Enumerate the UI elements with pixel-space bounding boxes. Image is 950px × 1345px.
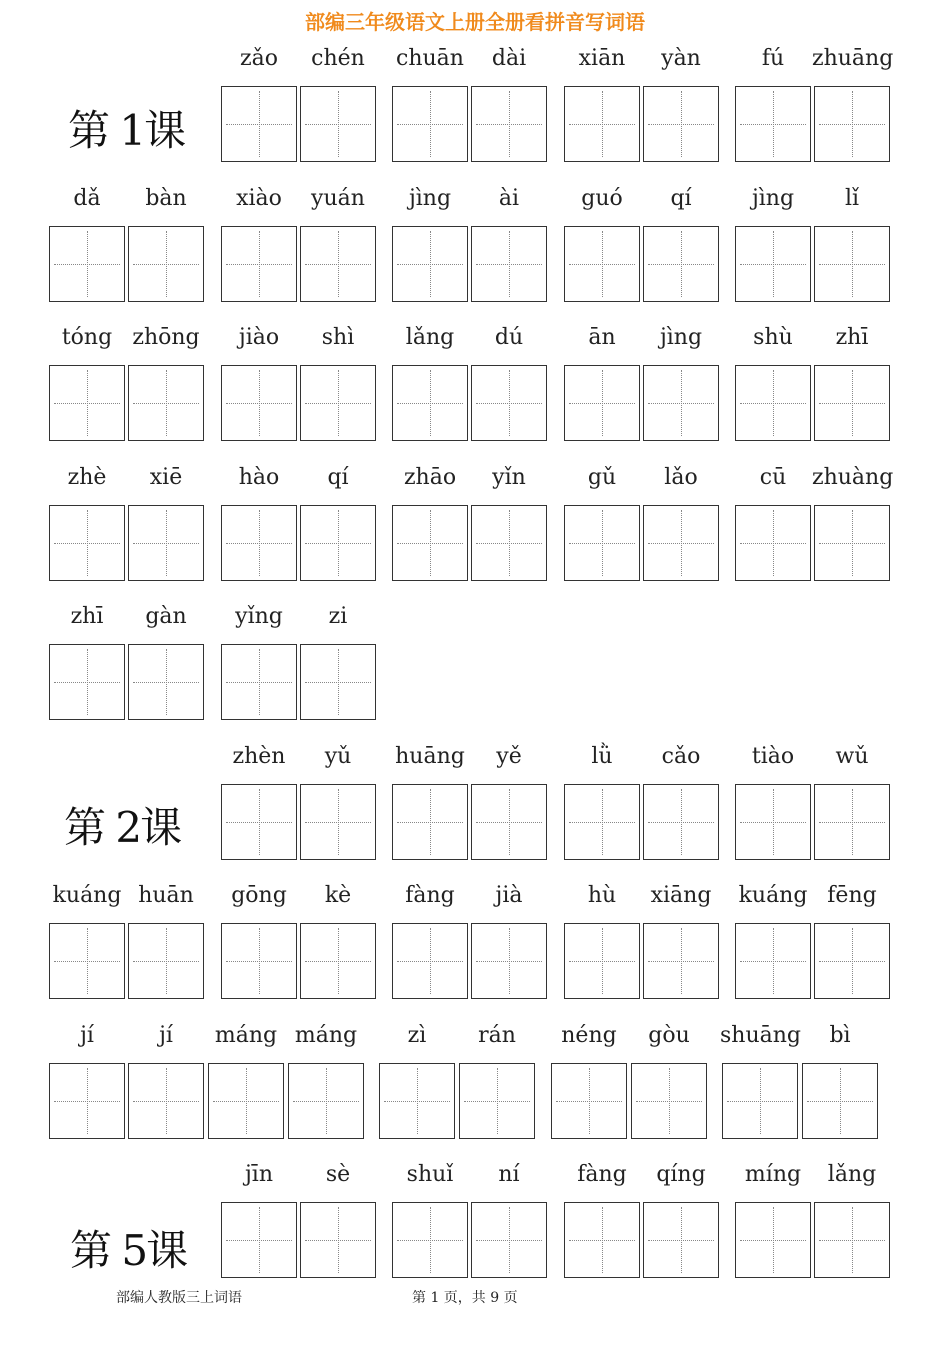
pinyin-label: lǎo (664, 465, 698, 490)
writing-box[interactable] (392, 784, 468, 860)
pinyin-label: néng (561, 1023, 617, 1048)
writing-box[interactable] (300, 644, 376, 720)
pinyin-label: dǎ (73, 186, 101, 211)
writing-box[interactable] (128, 644, 204, 720)
writing-box[interactable] (471, 86, 547, 162)
pinyin-label: tiào (751, 744, 795, 769)
writing-box[interactable] (564, 1202, 640, 1278)
writing-box[interactable] (643, 365, 719, 441)
pinyin-label: gòu (648, 1023, 690, 1048)
writing-box[interactable] (735, 365, 811, 441)
pinyin-label: zi (328, 604, 348, 629)
writing-box[interactable] (221, 644, 297, 720)
pinyin-label: hào (238, 465, 280, 490)
pinyin-label: jīn (244, 1162, 274, 1187)
writing-box[interactable] (300, 365, 376, 441)
writing-box[interactable] (49, 644, 125, 720)
writing-box[interactable] (735, 86, 811, 162)
pinyin-label: zhī (835, 325, 869, 350)
pinyin-label: fú (761, 46, 785, 71)
writing-box[interactable] (471, 1202, 547, 1278)
pinyin-label: shù (753, 325, 793, 350)
writing-box[interactable] (221, 505, 297, 581)
pinyin-label: yuán (311, 186, 365, 211)
writing-box[interactable] (735, 784, 811, 860)
pinyin-label: hù (587, 883, 617, 908)
pinyin-label: zhè (67, 465, 107, 490)
writing-box[interactable] (221, 86, 297, 162)
pinyin-label: yě (496, 744, 522, 769)
pinyin-label: yǔ (324, 744, 352, 769)
writing-box[interactable] (128, 365, 204, 441)
writing-box[interactable] (564, 784, 640, 860)
writing-box[interactable] (735, 923, 811, 999)
pinyin-label: chuān (396, 46, 464, 71)
pinyin-label: fàng (405, 883, 455, 908)
pinyin-label: sè (325, 1162, 351, 1187)
writing-box[interactable] (49, 1063, 125, 1139)
pinyin-label: shuǐ (406, 1162, 454, 1187)
writing-box[interactable] (379, 1063, 455, 1139)
writing-box[interactable] (392, 365, 468, 441)
pinyin-label: yàn (661, 46, 701, 71)
page-title: 部编三年级语文上册全册看拼音写词语 (305, 10, 645, 34)
writing-box[interactable] (221, 1202, 297, 1278)
writing-box[interactable] (471, 226, 547, 302)
pinyin-label: huāng (395, 744, 465, 769)
pinyin-label: lǐ (844, 186, 860, 211)
lesson-label-2: 第 2课 (64, 803, 181, 852)
pinyin-label: shì (321, 325, 355, 350)
pinyin-label: zhōng (132, 325, 200, 350)
pinyin-label: wǔ (835, 744, 869, 769)
writing-box[interactable] (564, 923, 640, 999)
pinyin-label: dài (491, 46, 527, 71)
writing-box[interactable] (643, 505, 719, 581)
pinyin-label: yǐn (492, 465, 526, 490)
pinyin-label: xiān (578, 46, 626, 71)
pinyin-label: kuáng (52, 883, 122, 908)
writing-box[interactable] (564, 365, 640, 441)
writing-box[interactable] (49, 505, 125, 581)
writing-box[interactable] (631, 1063, 707, 1139)
writing-box[interactable] (49, 226, 125, 302)
pinyin-label: jìng (659, 325, 703, 350)
pinyin-label: qíng (656, 1162, 706, 1187)
pinyin-label: lǜ (591, 744, 613, 769)
writing-box[interactable] (300, 784, 376, 860)
writing-box[interactable] (551, 1063, 627, 1139)
writing-box[interactable] (300, 505, 376, 581)
pinyin-label: cū (759, 465, 787, 490)
pinyin-label: zǎo (240, 46, 278, 71)
pinyin-label: dú (494, 325, 524, 350)
writing-box[interactable] (300, 923, 376, 999)
writing-box[interactable] (128, 226, 204, 302)
pinyin-label: qí (670, 186, 692, 211)
writing-box[interactable] (288, 1063, 364, 1139)
pinyin-label: shuāng (720, 1023, 801, 1048)
writing-box[interactable] (564, 226, 640, 302)
writing-box[interactable] (471, 784, 547, 860)
footer-page: 第 1 页，共 9 页 (412, 1290, 518, 1306)
pinyin-label: qí (327, 465, 349, 490)
pinyin-label: ní (498, 1162, 520, 1187)
pinyin-label: yǐng (235, 604, 283, 629)
pinyin-label: xiē (149, 465, 183, 490)
pinyin-label: jià (495, 883, 523, 908)
writing-box[interactable] (221, 923, 297, 999)
footer-left: 部编人教版三上词语 (116, 1290, 242, 1306)
pinyin-label: rán (478, 1023, 516, 1048)
pinyin-label: fēng (827, 883, 877, 908)
pinyin-label: zhèn (232, 744, 286, 769)
writing-box[interactable] (814, 784, 890, 860)
writing-box[interactable] (802, 1063, 878, 1139)
pinyin-label: zhuāng (812, 46, 894, 71)
pinyin-label: chén (311, 46, 365, 71)
writing-box[interactable] (128, 923, 204, 999)
writing-box[interactable] (735, 226, 811, 302)
pinyin-label: cǎo (661, 744, 701, 769)
writing-box[interactable] (643, 923, 719, 999)
writing-box[interactable] (221, 784, 297, 860)
pinyin-label: gōng (231, 883, 287, 908)
writing-box[interactable] (49, 923, 125, 999)
pinyin-label: lǎng (405, 325, 455, 350)
pinyin-label: zhī (70, 604, 104, 629)
writing-box[interactable] (814, 226, 890, 302)
pinyin-label: tóng (61, 325, 113, 350)
writing-box[interactable] (735, 1202, 811, 1278)
writing-box[interactable] (722, 1063, 798, 1139)
pinyin-label: xiào (236, 186, 282, 211)
pinyin-label: xiāng (650, 883, 712, 908)
writing-box[interactable] (300, 1202, 376, 1278)
writing-box[interactable] (300, 226, 376, 302)
pinyin-label: jìng (751, 186, 795, 211)
writing-box[interactable] (814, 1202, 890, 1278)
pinyin-label: jí (80, 1023, 94, 1048)
writing-box[interactable] (392, 226, 468, 302)
pinyin-label: míng (744, 1162, 802, 1187)
writing-box[interactable] (814, 86, 890, 162)
writing-box[interactable] (49, 365, 125, 441)
pinyin-label: bì (829, 1023, 851, 1048)
pinyin-label: lǎng (827, 1162, 877, 1187)
pinyin-label: ān (588, 325, 616, 350)
writing-box[interactable] (471, 365, 547, 441)
pinyin-label: jiào (238, 325, 280, 350)
pinyin-label: bàn (145, 186, 187, 211)
pinyin-label: zhuàng (812, 465, 894, 490)
pinyin-label: jí (159, 1023, 173, 1048)
writing-box[interactable] (643, 784, 719, 860)
lesson-label-5: 第 5课 (70, 1226, 187, 1275)
writing-box[interactable] (128, 505, 204, 581)
writing-box[interactable] (300, 86, 376, 162)
writing-box[interactable] (471, 505, 547, 581)
writing-box[interactable] (221, 226, 297, 302)
writing-box[interactable] (643, 86, 719, 162)
writing-box[interactable] (814, 505, 890, 581)
writing-box[interactable] (643, 1202, 719, 1278)
pinyin-label: gǔ (587, 465, 617, 490)
pinyin-label: zhāo (403, 465, 457, 490)
writing-box[interactable] (459, 1063, 535, 1139)
pinyin-label: máng (214, 1023, 278, 1048)
pinyin-label: kè (324, 883, 352, 908)
writing-box[interactable] (208, 1063, 284, 1139)
writing-box[interactable] (392, 923, 468, 999)
writing-box[interactable] (392, 86, 468, 162)
writing-box[interactable] (392, 1202, 468, 1278)
pinyin-label: ài (498, 186, 520, 211)
pinyin-label: kuáng (738, 883, 808, 908)
writing-box[interactable] (564, 505, 640, 581)
pinyin-label: fàng (577, 1162, 627, 1187)
lesson-label-1: 第 1课 (68, 106, 185, 155)
writing-box[interactable] (471, 923, 547, 999)
pinyin-label: gàn (145, 604, 187, 629)
pinyin-label: huān (138, 883, 194, 908)
writing-box[interactable] (814, 923, 890, 999)
writing-box[interactable] (735, 505, 811, 581)
writing-box[interactable] (643, 226, 719, 302)
pinyin-label: guó (581, 186, 623, 211)
writing-box[interactable] (814, 365, 890, 441)
writing-box[interactable] (128, 1063, 204, 1139)
pinyin-label: jìng (408, 186, 452, 211)
writing-box[interactable] (564, 86, 640, 162)
writing-box[interactable] (392, 505, 468, 581)
writing-box[interactable] (221, 365, 297, 441)
pinyin-label: máng (294, 1023, 358, 1048)
pinyin-label: zì (407, 1023, 427, 1048)
